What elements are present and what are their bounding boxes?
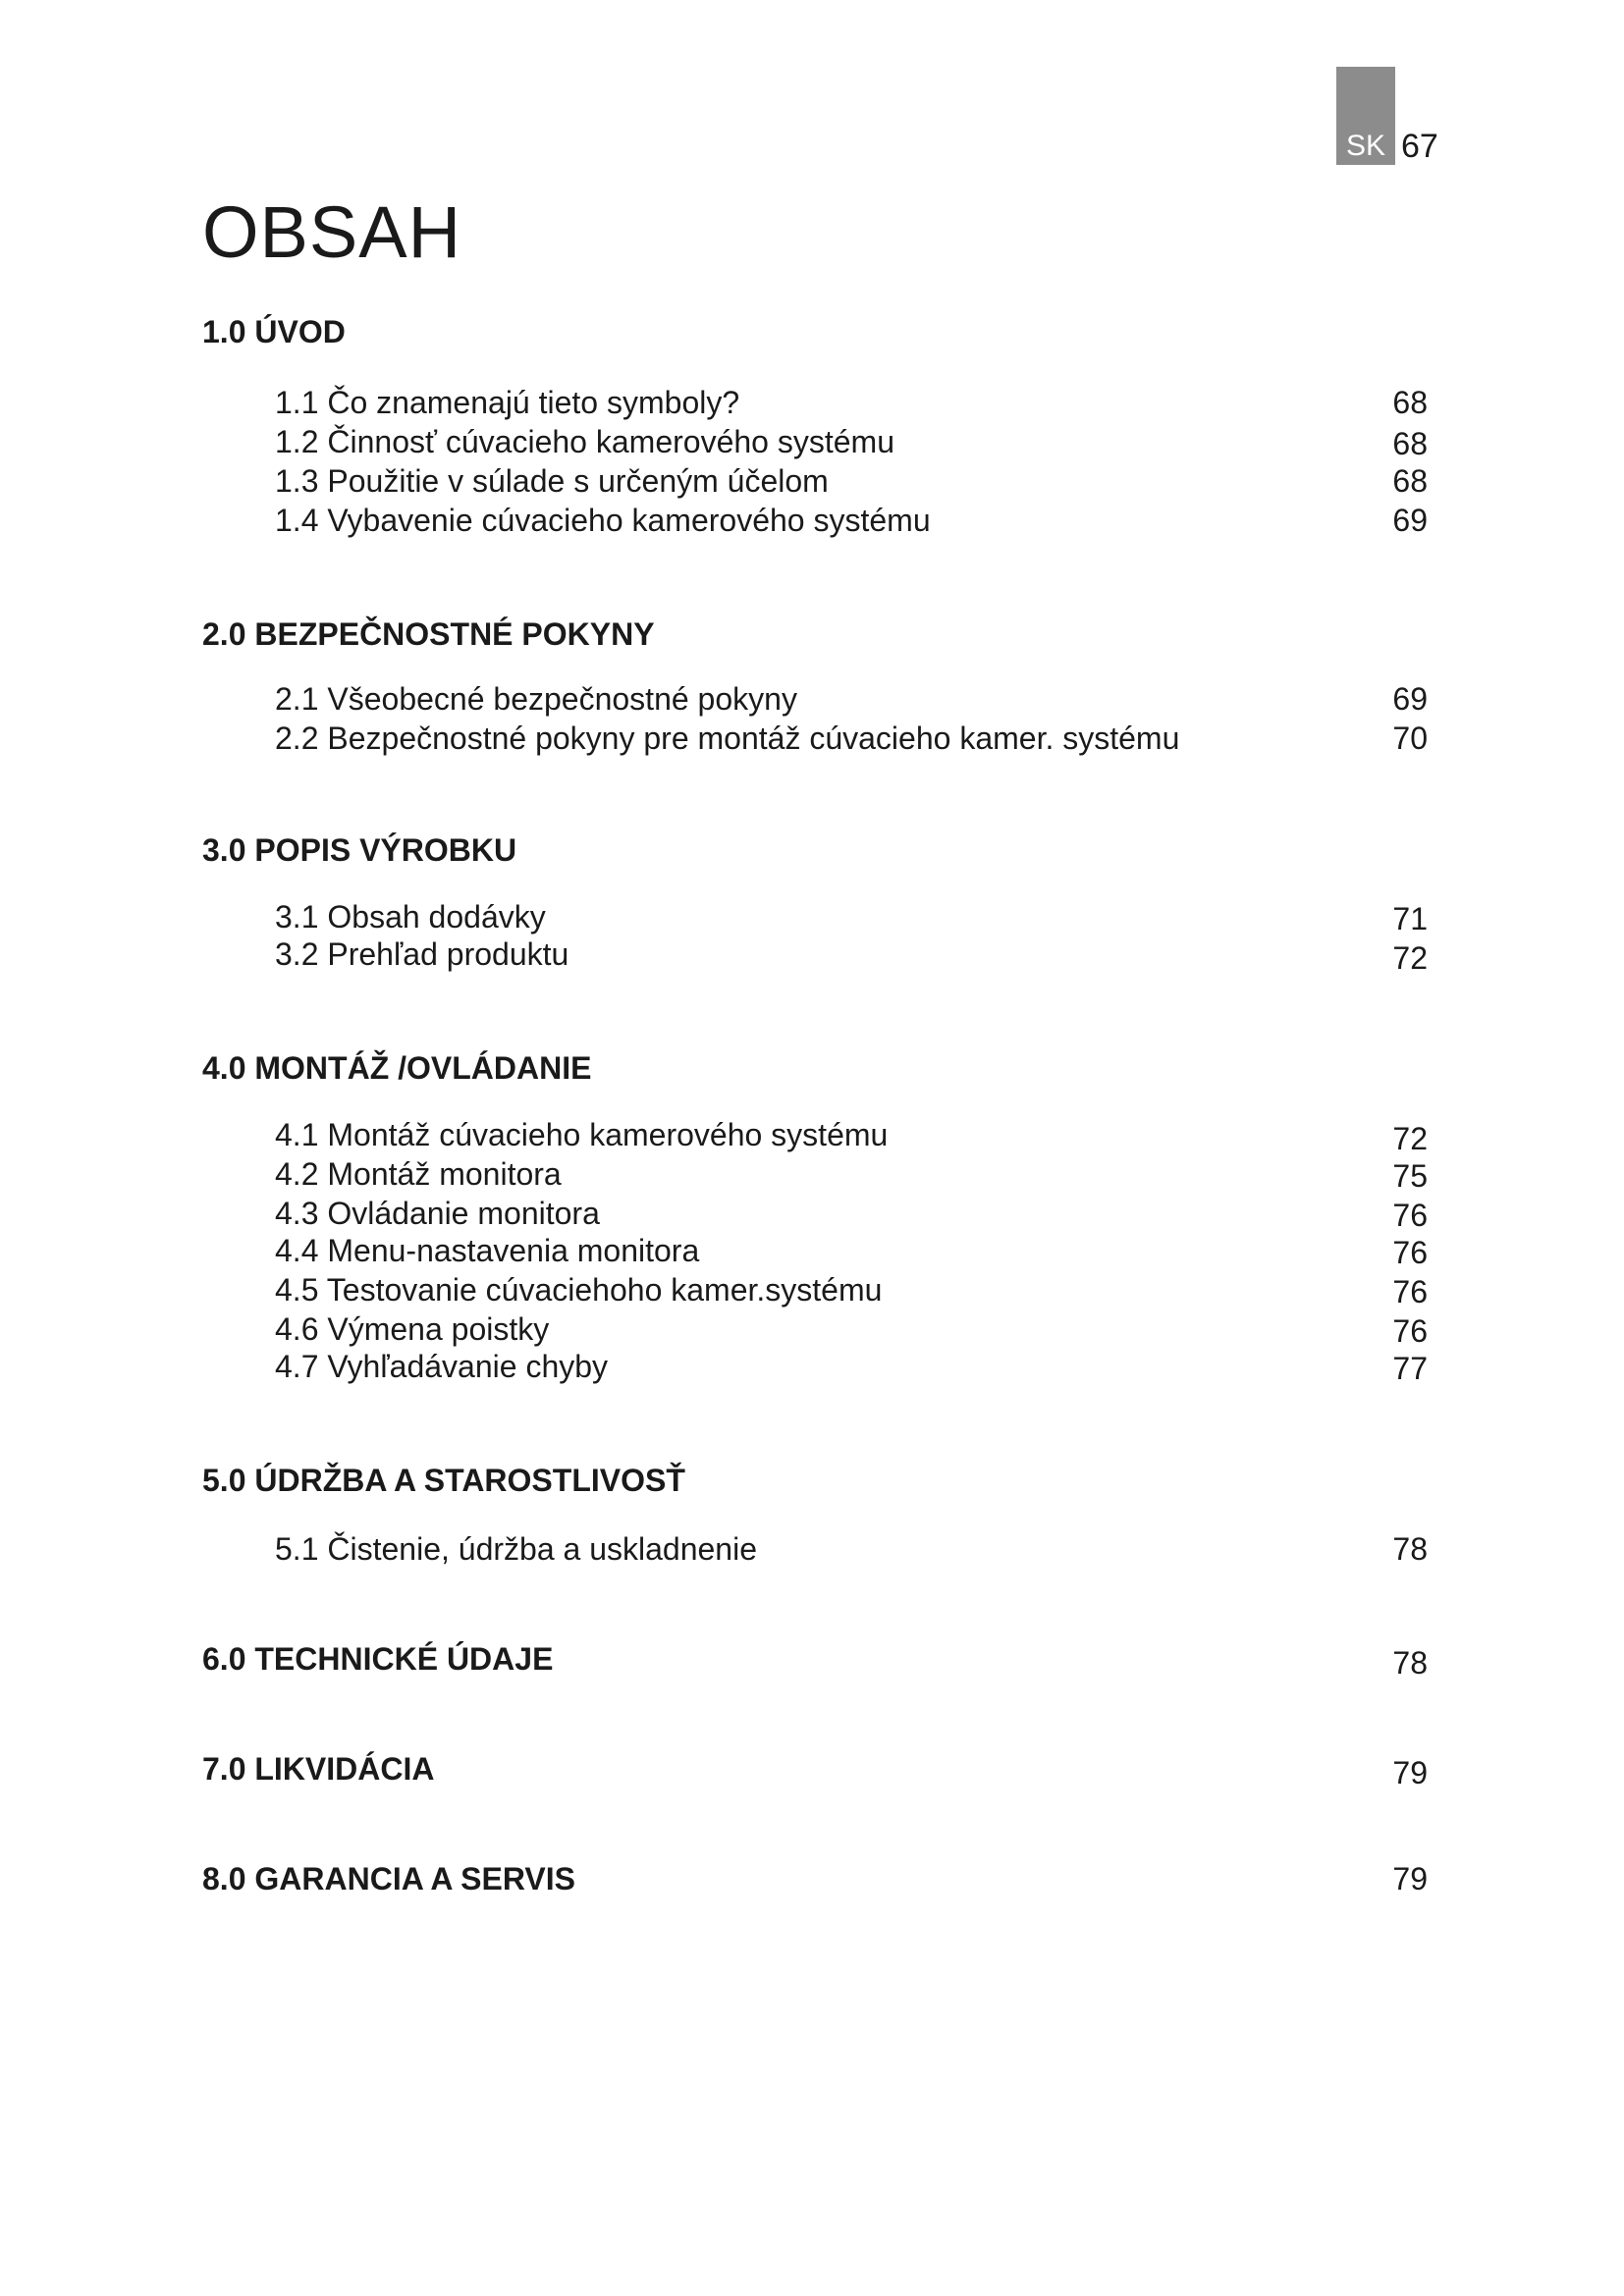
section-heading-3[interactable]: 3.0 POPIS VÝROBKU	[202, 832, 517, 868]
toc-page-4-7: 77	[1392, 1351, 1428, 1386]
section-page-8: 79	[1392, 1861, 1428, 1896]
toc-page-2-2: 70	[1392, 721, 1428, 756]
section-heading-2[interactable]: 2.0 BEZPEČNOSTNÉ POKYNY	[202, 616, 655, 652]
toc-page-1-4: 69	[1392, 503, 1428, 538]
toc-entry-1-4[interactable]: 1.4 Vybavenie cúvacieho kamerového systému	[275, 503, 931, 538]
section-heading-1[interactable]: 1.0 ÚVOD	[202, 314, 346, 349]
toc-entry-5-1[interactable]: 5.1 Čistenie, údržba a uskladnenie	[275, 1531, 757, 1567]
toc-entry-4-1[interactable]: 4.1 Montáž cúvacieho kamerového systému	[275, 1117, 889, 1152]
toc-page-1-1: 68	[1392, 385, 1428, 420]
section-page-7: 79	[1392, 1755, 1428, 1790]
toc-page-1-3: 68	[1392, 463, 1428, 499]
toc-entry-4-3[interactable]: 4.3 Ovládanie monitora	[275, 1196, 600, 1231]
toc-page-3-2: 72	[1392, 940, 1428, 976]
section-page-6: 78	[1392, 1645, 1428, 1681]
toc-page-4-5: 76	[1392, 1274, 1428, 1309]
toc-page-5-1: 78	[1392, 1531, 1428, 1567]
page-number: 67	[1401, 128, 1438, 165]
toc-entry-1-3[interactable]: 1.3 Použitie v súlade s určeným účelom	[275, 463, 829, 499]
toc-page-4-6: 76	[1392, 1313, 1428, 1349]
toc-entry-4-7[interactable]: 4.7 Vyhľadávanie chyby	[275, 1349, 609, 1384]
toc-entry-4-4[interactable]: 4.4 Menu-nastavenia monitora	[275, 1233, 700, 1268]
toc-page-4-1: 72	[1392, 1121, 1428, 1156]
toc-entry-1-2[interactable]: 1.2 Činnosť cúvacieho kamerového systému	[275, 424, 894, 459]
toc-page-4-4: 76	[1392, 1235, 1428, 1270]
page-tag	[1336, 67, 1438, 165]
toc-entry-4-2[interactable]: 4.2 Montáž monitora	[275, 1156, 562, 1192]
section-heading-4[interactable]: 4.0 MONTÁŽ /OVLÁDANIE	[202, 1050, 592, 1086]
toc-entry-2-1[interactable]: 2.1 Všeobecné bezpečnostné pokyny	[275, 681, 797, 717]
section-heading-6[interactable]: 6.0 TECHNICKÉ ÚDAJE	[202, 1641, 554, 1677]
toc-entry-1-1[interactable]: 1.1 Čo znamenajú tieto symboly?	[275, 385, 740, 420]
toc-page-1-2: 68	[1392, 426, 1428, 461]
toc-page-4-2: 75	[1392, 1158, 1428, 1194]
toc-page-3-1: 71	[1392, 901, 1428, 936]
toc-page-4-3: 76	[1392, 1198, 1428, 1233]
toc-entry-4-6[interactable]: 4.6 Výmena poistky	[275, 1311, 550, 1347]
page-title: OBSAH	[202, 191, 462, 273]
toc-entry-3-2[interactable]: 3.2 Prehľad produktu	[275, 936, 569, 972]
language-badge: SK	[1336, 67, 1395, 165]
toc-entry-2-2[interactable]: 2.2 Bezpečnostné pokyny pre montáž cúvacieho kamer. systému	[275, 721, 1180, 756]
toc-entry-3-1[interactable]: 3.1 Obsah dodávky	[275, 899, 546, 934]
toc-page-2-1: 69	[1392, 681, 1428, 717]
toc-entry-4-5[interactable]: 4.5 Testovanie cúvaciehoho kamer.systému	[275, 1272, 883, 1308]
section-heading-5[interactable]: 5.0 ÚDRŽBA A STAROSTLIVOSŤ	[202, 1463, 685, 1498]
section-heading-8[interactable]: 8.0 GARANCIA A SERVIS	[202, 1861, 575, 1896]
section-heading-7[interactable]: 7.0 LIKVIDÁCIA	[202, 1751, 435, 1787]
